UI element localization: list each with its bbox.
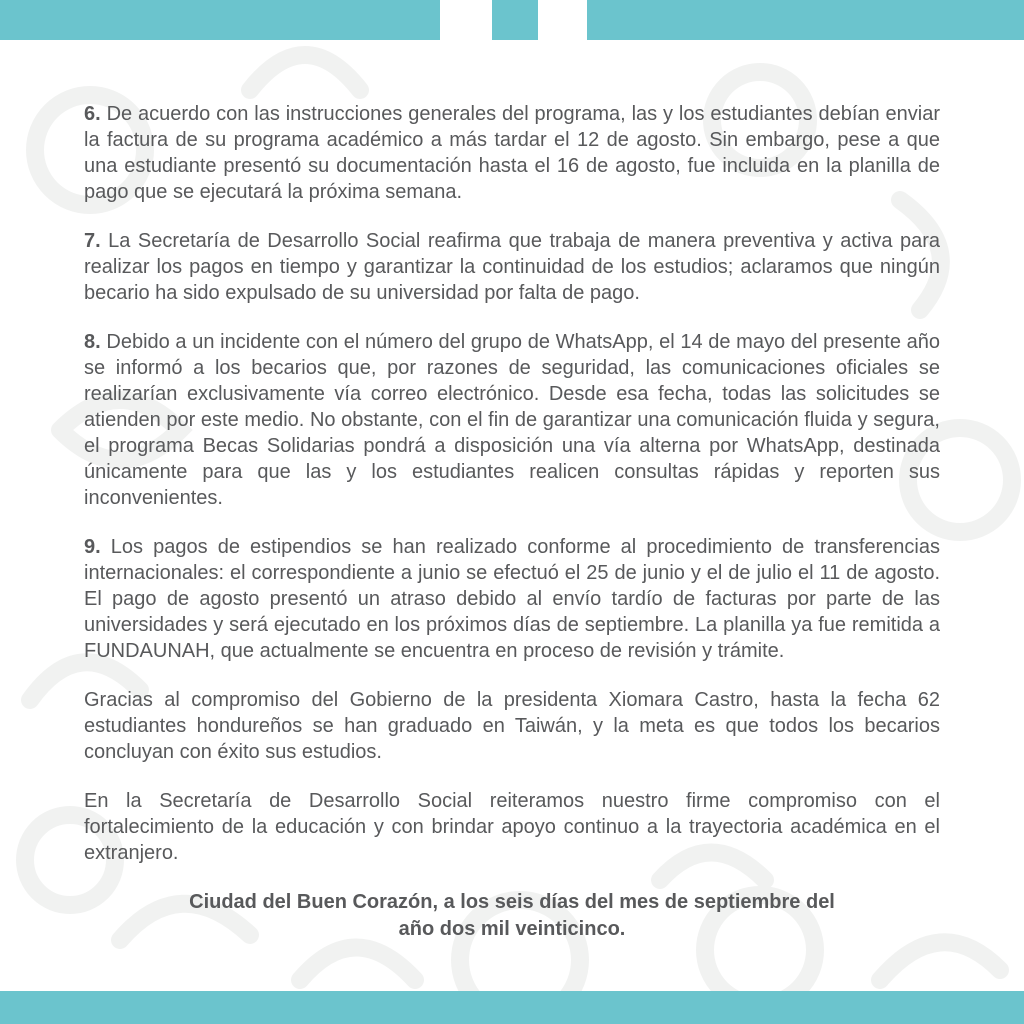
top-band-notch-left bbox=[440, 0, 492, 40]
paragraph-commitment bbox=[84, 788, 940, 866]
bottom-band bbox=[0, 991, 1024, 1024]
paragraph-6-text: De acuerdo con las instrucciones generales del programa, las y los estudiantes debían enviar la factura de su programa académico a más tardar el 12 de agosto. Sin embargo, pese a que una estudiante presentó su documentación hasta el 16 de agosto, fue incluida en la planilla de pago que se ejecutará la próxima semana. bbox=[84, 103, 940, 203]
paragraph-commitment-text: En la Secretaría de Desarrollo Social reiteramos nuestro firme compromiso con el fortalecimiento de la educación y con brindar apoyo continuo a la trayectoria académica en el extranjero. bbox=[84, 790, 940, 864]
paragraph-6 bbox=[84, 101, 940, 205]
paragraph-8 bbox=[84, 329, 940, 511]
paragraph-gratitude-text: Gracias al compromiso del Gobierno de la presidenta Xiomara Castro, hasta la fecha 62 estudiantes hondureños se han graduado en Taiwán, y la meta es que todos los becarios concluyan con éxito sus estudios. bbox=[84, 689, 940, 763]
document-body bbox=[84, 101, 940, 943]
paragraph-8-number: 8. bbox=[84, 331, 101, 353]
top-band bbox=[0, 0, 1024, 40]
paragraph-7-text: La Secretaría de Desarrollo Social reafirma que trabaja de manera preventiva y activa para realizar los pagos en tiempo y garantizar la continuidad de los estudios; aclaramos que ningún becario ha sido expulsado de su universidad por falta de pago. bbox=[84, 230, 940, 304]
paragraph-7 bbox=[84, 228, 940, 306]
paragraph-6-number: 6. bbox=[84, 103, 101, 125]
paragraph-9-text: Los pagos de estipendios se han realizado conforme al procedimiento de transferencias internacionales: el correspondiente a junio se efectuó el 25 de junio y el de julio el 11 de agosto. El pago de agosto presentó un atraso debido al envío tardío de facturas por parte de las universidades y será ejecutado en los próximos días de septiembre. La planilla ya fue remitida a FUNDAUNAH, que actualmente se encuentra en proceso de revisión y trámite. bbox=[84, 536, 940, 662]
paragraph-8-text: Debido a un incidente con el número del grupo de WhatsApp, el 14 de mayo del presente año se informó a los becarios que, por razones de seguridad, las comunicaciones oficiales se realizarían exclusivamente vía correo electrónico. Desde esa fecha, todas las solicitudes se atienden por este medio. No obstante, con el fin de garantizar una comunicación fluida y segura, el programa Becas Solidarias pondrá a disposición una vía alterna por WhatsApp, destinada únicamente para que las y los estudiantes realicen consultas rápidas y reporten sus inconvenientes. bbox=[84, 331, 940, 509]
top-band-notch-right bbox=[538, 0, 587, 40]
paragraph-9-number: 9. bbox=[84, 536, 101, 558]
paragraph-7-number: 7. bbox=[84, 230, 101, 252]
closing-dateline: Ciudad del Buen Corazón, a los seis días del mes de septiembre del año dos mil veinticinco. bbox=[189, 891, 835, 940]
paragraph-gratitude bbox=[84, 687, 940, 765]
paragraph-9 bbox=[84, 534, 940, 664]
